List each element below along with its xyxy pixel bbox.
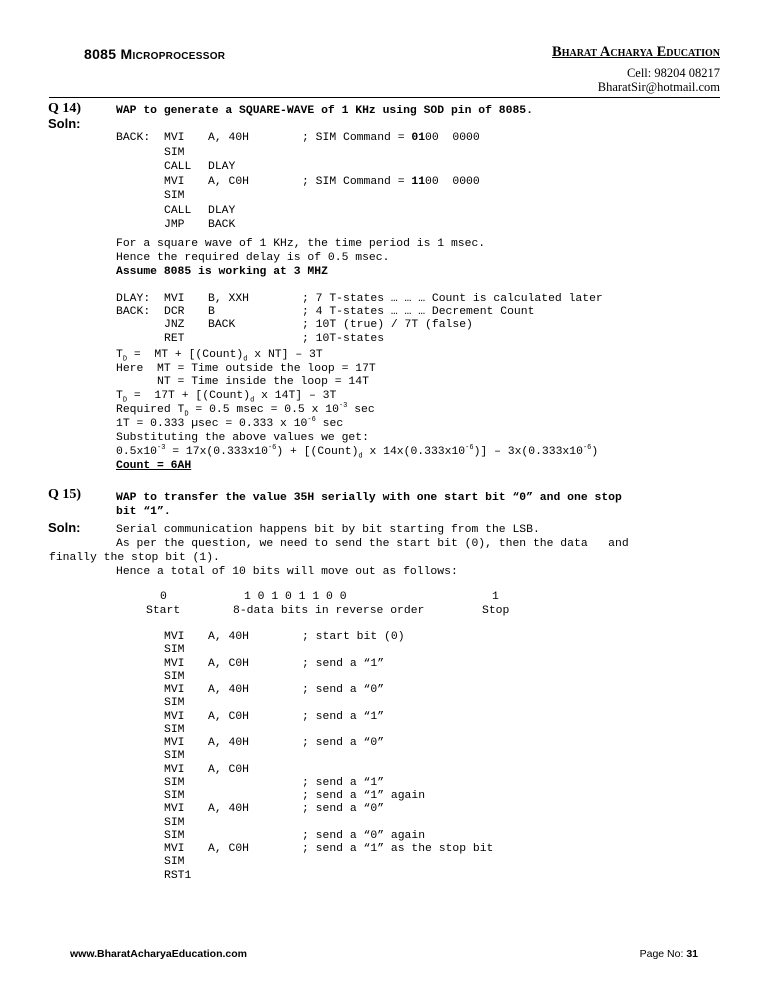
asm-operand: A, 40H (208, 132, 250, 144)
asm-comment: ; send a “1” as the stop bit (302, 843, 494, 855)
calc-one-t: 1T = 0.333 µsec = 0.333 x $10^{-6}$ sec (116, 416, 344, 430)
asm-operand: B (208, 306, 215, 319)
q15-question-line1: WAP to transfer the value 35H serially with one start bit “0” and one stop (116, 492, 622, 504)
asm-opcode: MVI (164, 843, 185, 855)
asm-opcode: MVI (164, 132, 185, 144)
asm-opcode: SIM (164, 750, 185, 763)
calc-td-formula: $T_D$ = MT + [$(Count)_d$ x NT] – 3T (116, 349, 323, 364)
q15-soln-label: Soln: (48, 520, 81, 535)
asm-comment: ; start bit (0) (302, 631, 405, 643)
asm-opcode: CALL (164, 161, 192, 173)
calc-here-mt: Here MT = Time outside the loop = 17T (116, 363, 376, 375)
q15-soln-line3: finally the stop bit (1). (49, 552, 220, 564)
q14-assume: Assume 8085 is working at 3 MHZ (116, 266, 328, 278)
asm-comment: ; send a “1” (302, 776, 385, 789)
header-email: BharatSir@hotmail.com (597, 80, 720, 94)
footer-website: www.BharatAcharyaEducation.com (70, 948, 247, 960)
asm-opcode: SIM (164, 856, 185, 869)
asm-opcode: SIM (164, 697, 185, 710)
asm-operand: DLAY (208, 204, 236, 217)
stop-bit-label: Stop (482, 605, 510, 617)
asm-operand: A, 40H (208, 684, 250, 696)
asm-opcode: JNZ (164, 319, 185, 332)
q15-label: Q 15) (48, 487, 82, 502)
asm-operand: A, C0H (208, 843, 250, 855)
q14-label: Q 14) (48, 101, 82, 116)
asm-comment: ; send a “1” again (302, 790, 426, 802)
asm-opcode: MVI (164, 684, 185, 696)
asm-opcode: MVI (164, 631, 185, 643)
asm-operand: A, C0H (208, 710, 250, 723)
asm-operand: B, XXH (208, 293, 250, 305)
asm-opcode: MVI (164, 657, 185, 670)
asm-label: DLAY: (116, 293, 151, 305)
calc-substituting: Substituting the above values we get: (116, 432, 369, 444)
q14-para1: For a square wave of 1 KHz, the time period is 1 msec. (116, 238, 486, 250)
asm-operand: BACK (208, 319, 236, 332)
q15-soln-line1: Serial communication happens bit by bit starting from the LSB. (116, 524, 540, 536)
asm-opcode: MVI (164, 737, 185, 749)
asm-opcode: SIM (164, 670, 185, 683)
asm-opcode: SIM (164, 644, 185, 657)
asm-comment: ; send a “0” (302, 803, 385, 816)
asm-comment: ; 10T-states (302, 332, 385, 345)
asm-opcode: SIM (164, 190, 185, 202)
asm-opcode: RET (164, 332, 185, 345)
asm-opcode: JMP (164, 219, 185, 231)
q14-question: WAP to generate a SQUARE-WAVE of 1 KHz using SOD pin of 8085. (116, 105, 533, 117)
calc-required-td: Required $T_D = 0.5$ msec = 0.5 x $10^{-3}$ sec (116, 402, 375, 419)
asm-operand: BACK (208, 219, 236, 231)
asm-comment: ; 7 T-states … … … Count is calculated later (302, 293, 603, 305)
q15-question-line2: bit “1”. (116, 506, 171, 518)
asm-comment: ; 4 T-states … … … Decrement Count (302, 306, 535, 319)
asm-comment: ; send a “1” (302, 657, 385, 670)
asm-comment: ; SIM Command = 1100 0000 (302, 175, 480, 188)
q14-para2: Hence the required delay is of 0.5 msec. (116, 252, 390, 264)
q14-soln-label: Soln: (48, 116, 81, 131)
start-bit-label: Start (146, 605, 181, 617)
asm-opcode: MVI (164, 803, 185, 816)
header-title-right: Bharat Acharya Education (552, 44, 720, 60)
asm-operand: A, C0H (208, 175, 250, 188)
asm-operand: A, C0H (208, 657, 250, 670)
asm-opcode: SIM (164, 816, 185, 829)
asm-opcode: SIM (164, 776, 185, 789)
footer-page-number: Page No: 31 (639, 948, 698, 960)
asm-comment: ; send a “0” (302, 684, 385, 696)
asm-label: BACK: (116, 132, 151, 144)
data-bits-value: 1 0 1 0 1 1 0 0 (244, 591, 347, 603)
asm-label: BACK: (116, 306, 151, 319)
asm-comment: ; send a “0” (302, 737, 385, 749)
asm-comment: ; send a “1” (302, 710, 385, 723)
calc-here-nt: NT = Time inside the loop = 14T (116, 376, 369, 388)
start-bit-value: 0 (160, 591, 167, 603)
asm-operand: A, 40H (208, 803, 250, 816)
asm-opcode: MVI (164, 175, 185, 188)
asm-opcode: DCR (164, 306, 185, 319)
stop-bit-value: 1 (492, 591, 499, 603)
header-title-left: 8085 Microprocessor (84, 46, 226, 62)
asm-opcode: RST1 (164, 869, 192, 882)
asm-opcode: CALL (164, 204, 192, 217)
header-cell: Cell: 98204 08217 (626, 66, 720, 80)
header-divider (49, 97, 720, 98)
data-bits-label: 8-data bits in reverse order (233, 605, 425, 617)
asm-opcode: MVI (164, 293, 185, 305)
asm-operand: A, 40H (208, 737, 250, 749)
asm-comment: ; SIM Command = 0100 0000 (302, 132, 480, 144)
asm-opcode: SIM (164, 146, 185, 159)
q15-soln-line2: As per the question, we need to send the start bit (0), then the data and (116, 538, 629, 550)
asm-opcode: MVI (164, 710, 185, 723)
calc-td-values: $T_D = 17T$ + [$(Count)_d$ x 14T] – 3T (116, 390, 337, 405)
asm-opcode: SIM (164, 790, 185, 802)
asm-opcode: SIM (164, 829, 185, 842)
asm-comment: ; 10T (true) / 7T (false) (302, 319, 473, 332)
asm-operand: A, C0H (208, 763, 250, 776)
calc-result: Count = 6AH (116, 460, 192, 472)
asm-operand: A, 40H (208, 631, 250, 643)
asm-opcode: SIM (164, 723, 185, 736)
q15-soln-line4: Hence a total of 10 bits will move out as follows: (116, 566, 458, 578)
calc-equation: $0.5x10^{-3} = 17x(0.333x10^{-6})$ + [$(Count)_d$ x $14x(0.333x10^{-6})] - 3x(0.333x10^{-6})$ (116, 444, 599, 461)
asm-opcode: MVI (164, 763, 185, 776)
asm-comment: ; send a “0” again (302, 829, 426, 842)
asm-operand: DLAY (208, 161, 236, 173)
